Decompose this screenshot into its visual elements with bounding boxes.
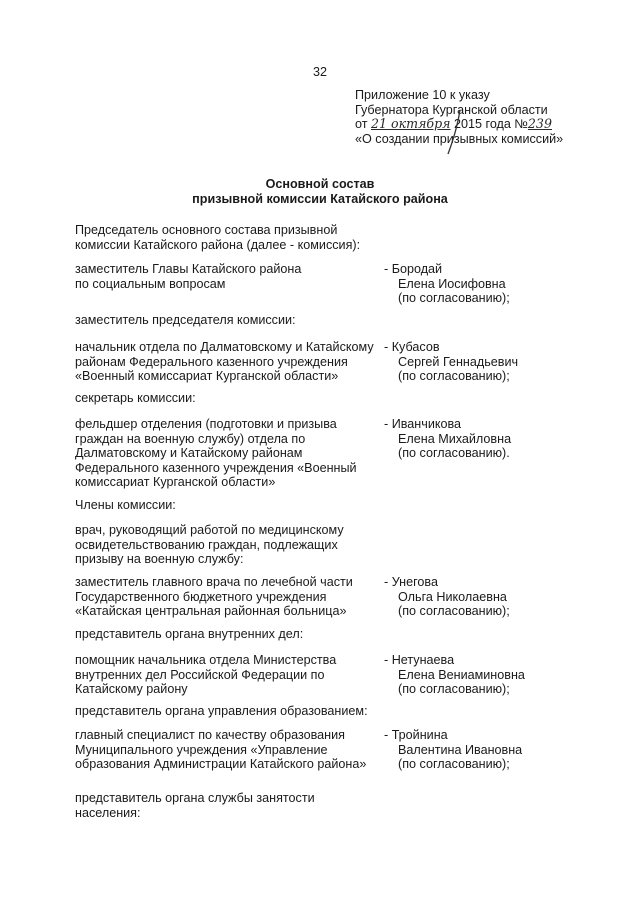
employment-line: представитель органа службы занятости [75,791,315,805]
person-surname: - Кубасов [384,340,440,354]
position-line: районам Федерального казенного учреждения [75,354,348,369]
position-line: Муниципального учреждения «Управление [75,742,328,757]
person-name: Ольга Николаевна [398,589,507,604]
doctor-line: врач, руководящий работой по медицинскому [75,523,344,537]
entry-person [384,417,511,461]
person-note: (по согласованию); [398,682,510,696]
section-education: представитель органа управления образованием: [75,704,368,718]
position-line: фельдшер отделения (подготовки и призыва [75,417,337,431]
date-prefix: от [355,117,368,131]
appendix-line-2: Губернатора Курганской области [355,102,548,117]
section-members: Члены комиссии: [75,498,176,512]
position-line: граждан на военную службу) отдела по [75,431,306,446]
doctor-line: призыву на военную службу: [75,552,244,566]
person-note: (по согласованию); [398,369,510,383]
entry-position [75,417,357,490]
position-line: комиссариат Курганской области» [75,475,276,489]
section-deputy-chairman: заместитель председателя комиссии: [75,313,296,327]
section-secretary: секретарь комиссии: [75,391,196,405]
section-internal-affairs: представитель органа внутренних дел: [75,627,304,641]
position-line: по социальным вопросам [75,276,226,291]
person-surname: - Тройнина [384,728,448,742]
appendix-line-4: «О создании призывных комиссий» [355,131,564,146]
person-name: Валентина Ивановна [398,742,523,757]
date-middle: 2015 года № [454,117,528,131]
position-line: Катайскому району [75,682,188,696]
position-line: заместитель главного врача по лечебной части [75,575,353,589]
position-line: начальник отдела по Далматовскому и Катайскому [75,340,374,354]
position-line: внутренних дел Российской Федерации по [75,667,325,682]
title-line-1: Основной состав [265,177,375,191]
appendix-line-1: Приложение 10 к указу [355,88,490,102]
person-note: (по согласованию); [398,291,510,305]
position-line: помощник начальника отдела Министерства [75,653,337,667]
position-line: Государственного бюджетного учреждения [75,589,327,604]
person-surname: - Унегова [384,575,438,589]
position-line: «Военный комиссариат Курганской области» [75,369,339,383]
employment-line: населения: [75,805,141,820]
page-number: 32 [312,65,327,79]
position-line: заместитель Главы Катайского района [75,262,302,276]
position-line: образования Администрации Катайского района» [75,757,367,771]
person-name: Елена Михайловна [398,431,512,446]
entry-position [75,728,366,772]
entry-person [384,262,510,306]
person-note: (по согласованию). [398,446,510,460]
person-note: (по согласованию); [398,604,510,618]
entry-person [384,340,518,384]
document-title [0,177,640,206]
entry-position [75,653,336,697]
entry-position [75,340,374,384]
person-name: Елена Вениаминовна [398,667,525,682]
position-line: Федерального казенного учреждения «Военный [75,460,357,475]
handwritten-date: 21 октября [371,116,451,131]
signature-stroke [440,108,480,158]
person-name: Елена Иосифовна [398,276,506,291]
entry-person [384,728,522,772]
position-line: «Катайская центральная районная больница» [75,604,347,618]
chairman-block [75,223,360,252]
handwritten-number: 239 [527,116,552,131]
person-surname: - Иванчикова [384,417,462,431]
position-line: Далматовскому и Катайскому районам [75,446,303,460]
person-name: Сергей Геннадьевич [398,354,519,369]
entry-person [384,575,510,619]
title-line-2: призывной комиссии Катайского района [192,191,448,206]
chairman-line-2: комиссии Катайского района (далее - комиссия): [75,237,361,252]
section-employment [75,791,315,820]
doctor-line: освидетельствованию граждан, подлежащих [75,537,338,552]
entry-person [384,653,525,697]
person-surname: - Нетунаева [384,653,455,667]
position-line: главный специалист по качеству образования [75,728,345,742]
entry-position [75,575,353,619]
section-doctor [75,523,344,567]
person-note: (по согласованию); [398,757,510,771]
entry-position [75,262,301,291]
person-surname: - Бородай [384,262,443,276]
chairman-line-1: Председатель основного состава призывной [75,223,338,237]
